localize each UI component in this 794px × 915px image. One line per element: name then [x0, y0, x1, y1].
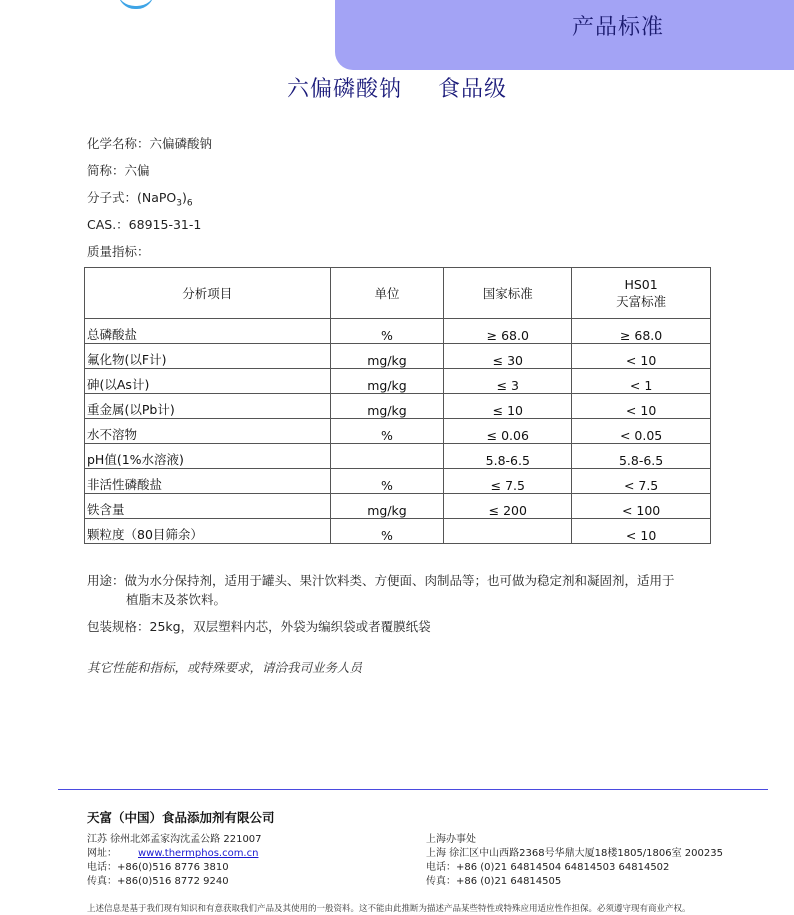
cell-item: 水不溶物 [85, 419, 331, 444]
cell-item: 氟化物(以F计) [85, 344, 331, 369]
cell-national: ≤ 200 [444, 494, 572, 519]
cell-item: 非活性磷酸盐 [85, 469, 331, 494]
cell-unit: % [330, 469, 444, 494]
cell-national: ≤ 10 [444, 394, 572, 419]
molecular-formula: 分子式：$(NaPO_3)_6$ [87, 190, 193, 209]
cell-item: 重金属(以Pb计) [85, 394, 331, 419]
cell-tianfu: < 1 [572, 369, 711, 394]
col-header-national: 国家标准 [444, 268, 572, 319]
cell-tianfu: < 7.5 [572, 469, 711, 494]
disclaimer: 上述信息是基于我们现有知识和有意获取我们产品及其使用的一般资料。这不能由此推断为描述产品某些特性或特殊应用适应性作担保。必须遵守现有商业产权。 [87, 904, 691, 914]
cell-unit: mg/kg [330, 344, 444, 369]
quality-label: 质量指标： [87, 244, 150, 259]
footer-right-fax: 传真：+86 (0)21 64814505 [426, 876, 562, 887]
usage-line-1: 用途：做为水分保持剂，适用于罐头、果汁饮料类、方便面、肉制品等；也可做为稳定剂和凝固剂，适用于 [87, 573, 675, 588]
header-title: 产品标准 [572, 15, 665, 40]
table-row [85, 444, 711, 469]
cell-national: ≤ 0.06 [444, 419, 572, 444]
footer-left-fax: 传真：+86(0)516 8772 9240 [87, 876, 229, 887]
table-row [85, 469, 711, 494]
document-title [0, 72, 794, 103]
cell-national: ≤ 3 [444, 369, 572, 394]
col-header-item: 分析项目 [85, 268, 331, 319]
table-row [85, 494, 711, 519]
cell-unit: % [330, 319, 444, 344]
cell-unit: % [330, 519, 444, 544]
footer-left-address: 江苏 徐州北郊孟家沟沈孟公路 221007 [87, 834, 262, 845]
cell-national: ≤ 7.5 [444, 469, 572, 494]
website-link[interactable]: www.thermphos.com.cn [138, 848, 259, 859]
footer-right-address: 上海 徐汇区中山西路2368号华鼎大厦18楼1805/1806室 200235 [426, 848, 723, 859]
footer-right-tel: 电话：+86 (0)21 64814504 64814503 64814502 [426, 862, 670, 873]
cell-unit: mg/kg [330, 369, 444, 394]
cell-unit: % [330, 419, 444, 444]
company-name: 天富（中国）食品添加剂有限公司 [87, 810, 275, 825]
cell-tianfu: < 10 [572, 394, 711, 419]
cell-tianfu: ≥ 68.0 [572, 319, 711, 344]
cell-tianfu: < 100 [572, 494, 711, 519]
cell-tianfu: < 10 [572, 344, 711, 369]
table-row [85, 369, 711, 394]
cell-national [444, 519, 572, 544]
company-logo-fragment [118, 0, 154, 9]
contact-note: 其它性能和指标，或特殊要求，请洽我司业务人员 [87, 660, 363, 675]
table-row [85, 394, 711, 419]
cell-unit: mg/kg [330, 494, 444, 519]
packing-spec: 包装规格：25kg，双层塑料内芯，外袋为编织袋或者覆膜纸袋 [87, 619, 431, 634]
cell-national: ≥ 68.0 [444, 319, 572, 344]
cell-national: 5.8-6.5 [444, 444, 572, 469]
usage-line-2: 植脂末及茶饮料。 [126, 592, 227, 607]
table-row [85, 319, 711, 344]
cas-number: CAS.：68915-31-1 [87, 217, 202, 232]
cell-tianfu: < 0.05 [572, 419, 711, 444]
table-row [85, 419, 711, 444]
table-header-row [85, 268, 711, 319]
usage-text [87, 571, 727, 609]
footer-left-tel: 电话：+86(0)516 8776 3810 [87, 862, 229, 873]
cell-national: ≤ 30 [444, 344, 572, 369]
footer-divider [58, 789, 768, 790]
product-grade: 食品级 [438, 77, 508, 102]
col-header-tianfu: HS01 天富标准 [572, 268, 711, 319]
product-name: 六偏磷酸钠 [286, 77, 402, 102]
cell-item: 总磷酸盐 [85, 319, 331, 344]
col-header-unit: 单位 [330, 268, 444, 319]
cell-unit [330, 444, 444, 469]
cell-unit: mg/kg [330, 394, 444, 419]
cell-item: 颗粒度（80目筛余） [85, 519, 331, 544]
cell-tianfu: 5.8-6.5 [572, 444, 711, 469]
cell-item: 铁含量 [85, 494, 331, 519]
table-row [85, 344, 711, 369]
cell-item: pH值(1%水溶液) [85, 444, 331, 469]
short-name: 简称：六偏 [87, 163, 150, 178]
cell-item: 砷(以As计) [85, 369, 331, 394]
footer-right-contact [426, 833, 723, 889]
footer-right-office: 上海办事处 [426, 834, 476, 845]
cell-tianfu: < 10 [572, 519, 711, 544]
chemical-name: 化学名称：六偏磷酸钠 [87, 136, 213, 151]
spec-table [84, 267, 711, 544]
footer-left-web: 网址： www.thermphos.com.cn [87, 848, 259, 859]
header-band [335, 0, 794, 70]
table-row [85, 519, 711, 544]
footer-left-contact [87, 833, 262, 889]
